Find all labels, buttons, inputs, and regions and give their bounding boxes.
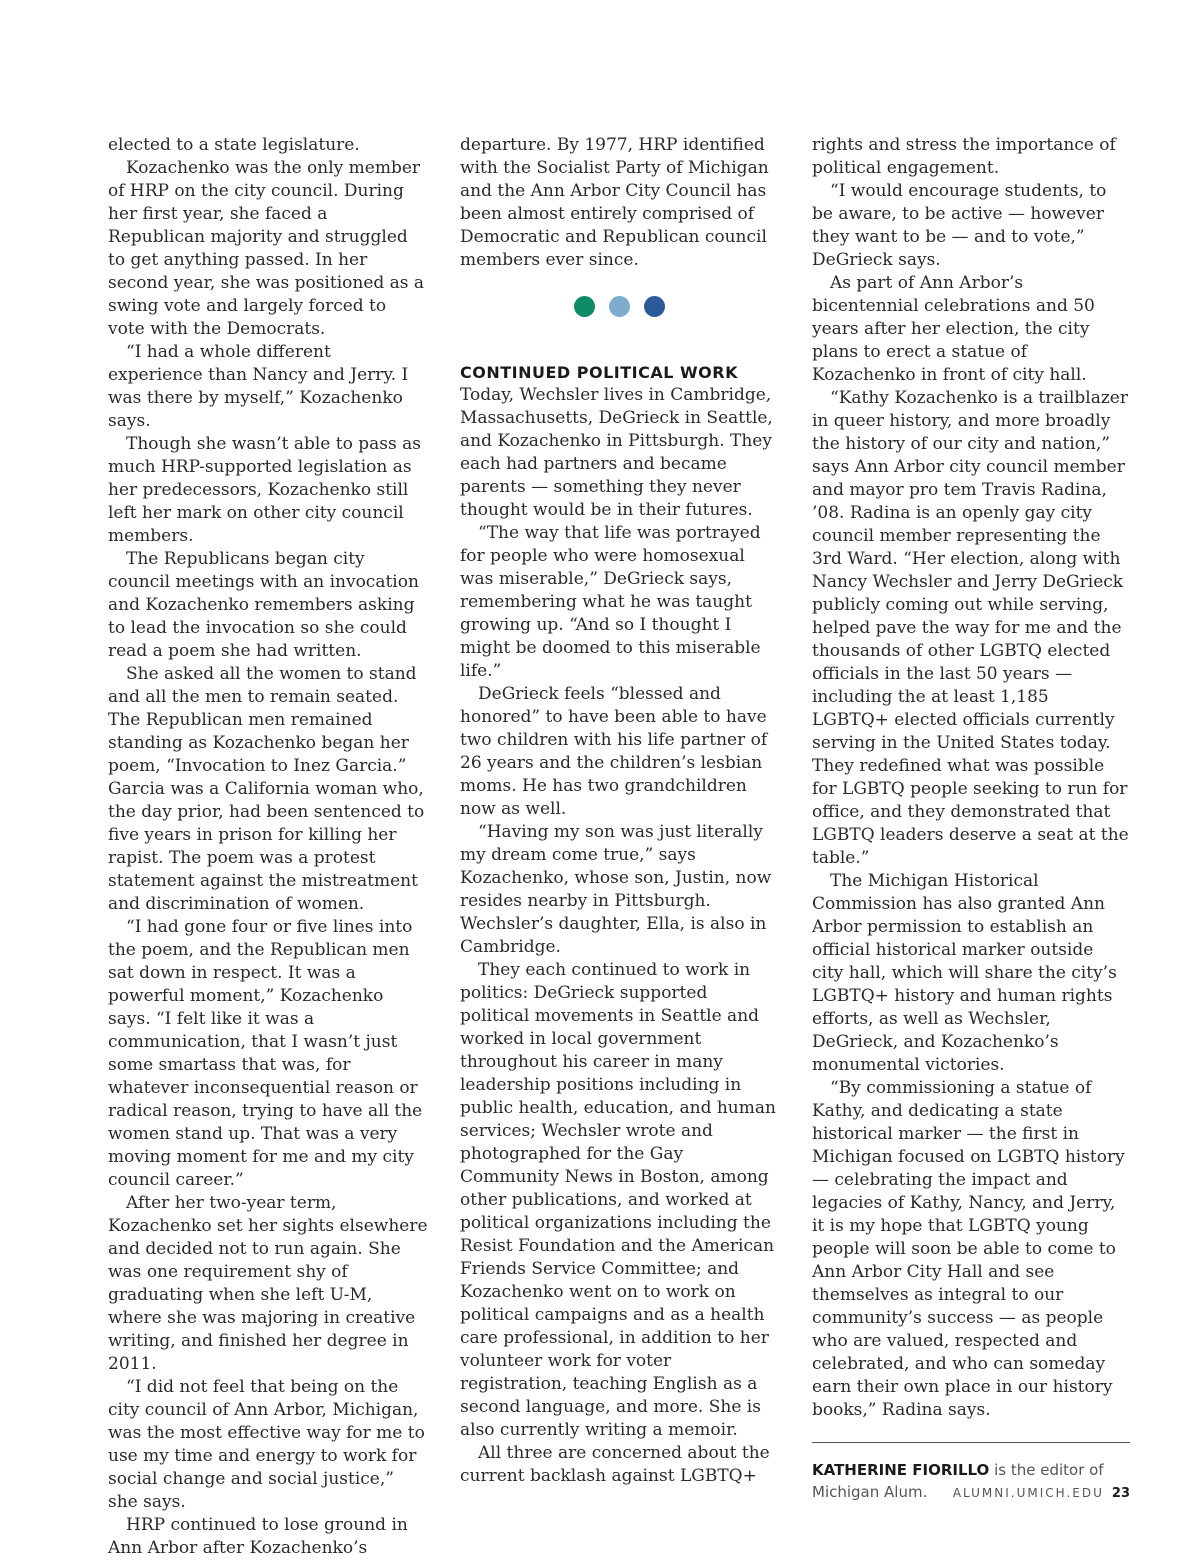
section-divider-dots — [460, 296, 778, 317]
section-heading: CONTINUED POLITICAL WORK — [460, 363, 738, 382]
divider-dot — [609, 296, 630, 317]
page-number: 23 — [1111, 1486, 1130, 1501]
paragraph: DeGrieck feels “blessed and honored” to have been able to have two children with his life partner of 26 years and the children’s lesbian moms. He has two grandchildren now as well. — [460, 684, 768, 819]
footer-site-url: ALUMNI.UMICH.EDU — [952, 1486, 1104, 1500]
paragraph: rights and stress the importance of political engagement. — [812, 135, 1116, 178]
divider-dot — [644, 296, 665, 317]
paragraph: All three are concerned about the current backlash against LGBTQ+ — [460, 1443, 770, 1486]
paragraph: “I would encourage students, to be aware, to be active — however they want to be — and to vote,” DeGrieck says. — [812, 181, 1107, 270]
paragraph: The Republicans began city council meetings with an invocation and Kozachenko remembers asking to lead the invocation so she could read a poem she had written. — [108, 549, 419, 661]
bio-divider — [812, 1442, 1130, 1443]
divider-dot — [574, 296, 595, 317]
author-bio-text: is the editor of Michigan Alum. — [812, 1461, 1104, 1501]
paragraph: Though she wasn’t able to pass as much HRP-supported legislation as her predecessors, Kozachenko still left her mark on other city council members. — [108, 434, 421, 546]
author-name: KATHERINE FIORILLO — [812, 1461, 990, 1479]
page-footer — [953, 1486, 1130, 1501]
paragraph: “Kathy Kozachenko is a trailblazer in queer history, and more broadly the history of our city and nation,” says Ann Arbor city council member and mayor pro tem Travis Radina, ’08. Radina is an openly gay city council member representing the 3rd Ward. “Her election, along with Nancy Wechsler and Jerry DeGrieck publicly coming out while serving, helped pave the way for me and the thousands of other LGBTQ elected officials in the last 50 years — including the at least 1,185 LGBTQ+ elected officials currently serving in the United States today. They redefined what was possible for LGBTQ people seeking to run for office, and they demonstrated that LGBTQ leaders deserve a seat at the table.” — [812, 388, 1129, 868]
paragraph: “By commissioning a statue of Kathy, and dedicating a state historical marker — the first in Michigan focused on LGBTQ history — celebrating the impact and legacies of Kathy, Nancy, and Jerry, it is my hope that LGBTQ young people will soon be able to come to Ann Arbor City Hall and see themselves as integral to our community’s success — as people who are valued, respected and celebrated, and who can someday earn their own place in our history books,” Radina says. — [812, 1078, 1125, 1420]
paragraph: They each continued to work in politics: DeGrieck supported political movements in Seattle and worked in local government throughout his career in many leadership positions including in public health, education, and human services; Wechsler wrote and photographed for the Gay Community News in Boston, among other publications, and worked at political organizations including the Resist Foundation and the American Friends Service Committee; and Kozachenko went on to work on political campaigns and as a health care professional, in addition to her volunteer work for voter registration, teaching English as a second language, and more. She is also currently writing a memoir. — [460, 960, 776, 1440]
article-column-2 — [460, 134, 778, 1488]
paragraph: “The way that life was portrayed for people who were homosexual was miserable,” DeGrieck says, remembering what he was taught growing up. “And so I thought I might be doomed to this miserable life.” — [460, 523, 761, 681]
paragraph: “I had gone four or five lines into the poem, and the Republican men sat down in respect. It was a powerful moment,” Kozachenko says. “I felt like it was a communication, that I wasn’t just some smartass that was, for whatever inconsequential reason or radical reason, trying to have all the women stand up. That was a very moving moment for me and my city council career.” — [108, 917, 423, 1190]
paragraph: As part of Ann Arbor’s bicentennial celebrations and 50 years after her election, the city plans to erect a statue of Kozachenko in front of city hall. — [812, 273, 1095, 385]
paragraph: She asked all the women to stand and all the men to remain seated. The Republican men remained standing as Kozachenko began her poem, “Invocation to Inez Garcia.” Garcia was a California woman who, the day prior, had been sentenced to five years in prison for killing her rapist. The poem was a protest statement against the mistreatment and discrimination of women. — [108, 664, 425, 914]
paragraph: Today, Wechsler lives in Cambridge, Massachusetts, DeGrieck in Seattle, and Kozachenko in Pittsburgh. They each had partners and became parents — something they never thought would be in their futures. — [460, 385, 773, 520]
paragraph: The Michigan Historical Commission has also granted Ann Arbor permission to establish an official historical marker outside city hall, which will share the city’s LGBTQ+ history and human rights efforts, as well as Wechsler, DeGrieck, and Kozachenko’s monumental victories. — [812, 871, 1117, 1075]
paragraph: “I did not feel that being on the city council of Ann Arbor, Michigan, was the most effective way for me to use my time and energy to work for social change and social justice,” she says. — [108, 1377, 425, 1512]
paragraph: Kozachenko was the only member of HRP on the city council. During her first year, she faced a Republican majority and struggled to get anything passed. In her second year, she was positioned as a swing vote and largely forced to vote with the Democrats. — [108, 158, 425, 339]
paragraph: “I had a whole different experience than Nancy and Jerry. I was there by myself,” Kozachenko says. — [108, 342, 409, 431]
paragraph: elected to a state legislature. — [108, 135, 360, 155]
paragraph: HRP continued to lose ground in Ann Arbor after Kozachenko’s — [108, 1515, 408, 1558]
paragraph: departure. By 1977, HRP identified with the Socialist Party of Michigan and the Ann Arbor City Council has been almost entirely comprised of Democratic and Republican council members ever since. — [460, 135, 769, 270]
paragraph: “Having my son was just literally my dream come true,” says Kozachenko, whose son, Justin, now resides nearby in Pittsburgh. Wechsler’s daughter, Ella, is also in Cambridge. — [460, 822, 772, 957]
article-column-1 — [108, 134, 428, 1560]
article-column-3 — [812, 134, 1130, 1503]
paragraph: After her two-year term, Kozachenko set her sights elsewhere and decided not to run again. She was one requirement shy of graduating when she left U-M, where she was majoring in creative writing, and finished her degree in 2011. — [108, 1193, 428, 1374]
